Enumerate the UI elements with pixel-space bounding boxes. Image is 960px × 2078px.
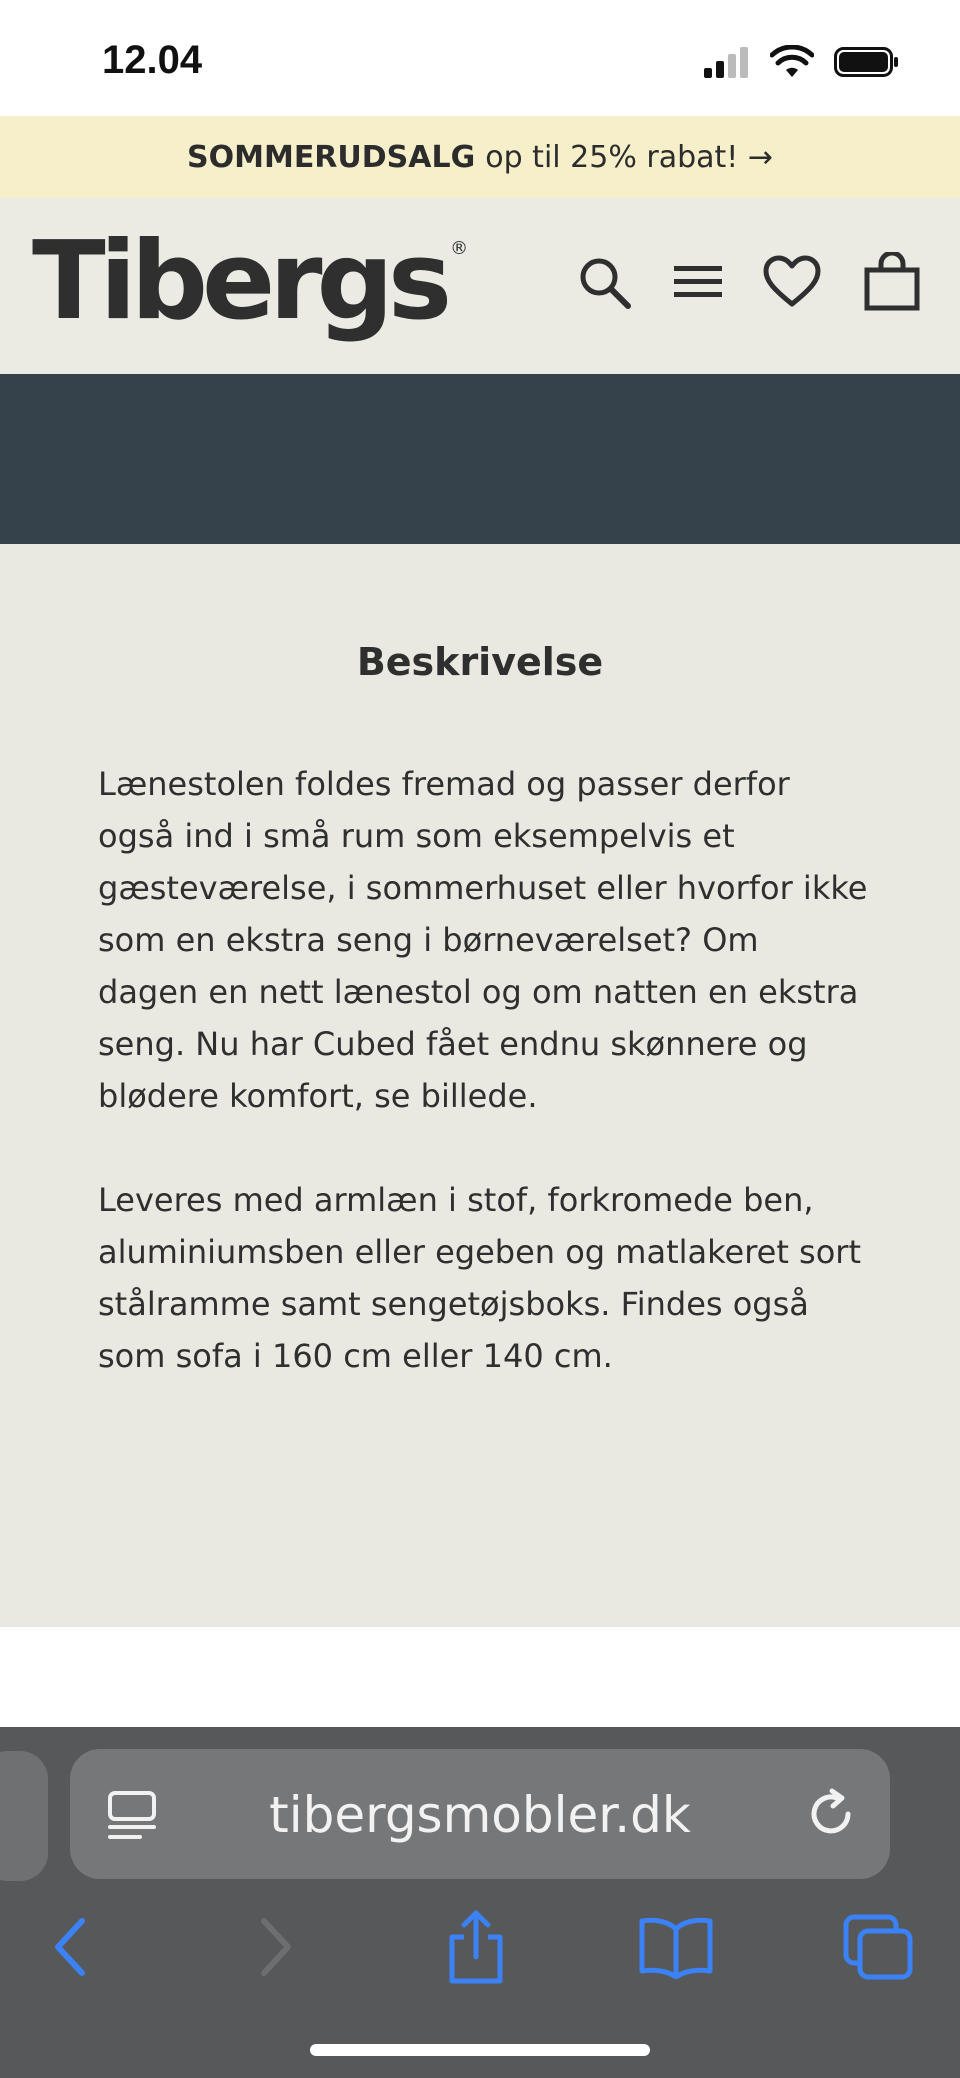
bookmarks-icon [638,1915,714,1979]
back-icon [50,1917,90,1977]
wifi-icon [770,45,814,79]
page-spacer [0,1627,960,1727]
logo-registered-mark: ® [450,238,469,259]
menu-button[interactable] [666,250,730,314]
hero-band [0,374,960,544]
heart-icon [762,254,822,310]
search-icon [574,252,634,312]
cellular-signal-icon [702,46,750,78]
tabs-button[interactable] [838,1907,918,1987]
status-time: 12.04 [102,38,203,82]
bookmarks-button[interactable] [636,1907,716,1987]
reload-icon[interactable] [804,1787,858,1841]
back-button[interactable] [30,1907,110,1987]
cart-button[interactable] [860,250,924,314]
description-section [0,544,960,1627]
logo-text: Tibergs [32,219,447,344]
description-paragraph-1: Lænestolen foldes fremad og passer derfor også ind i små rum som eksempelvis et gæsteværelse, i sommerhuset eller hvorfor ikke som en ekstra seng i børneværelset? Om dagen en nett lænestol og om natten en ekstra seng. Nu har Cubed fået endnu skønnere og blødere komfort, se billede. [98,765,868,1115]
wishlist-button[interactable] [760,250,824,314]
status-bar [0,0,960,116]
share-button[interactable] [436,1907,516,1987]
browser-toolbar [0,1727,960,2078]
promo-banner[interactable] [0,116,960,198]
site-header [0,198,960,374]
share-icon [444,1909,508,1985]
logo[interactable] [32,219,469,344]
description-paragraph-2: Leveres med armlæn i stof, forkromede ben, aluminiumsben eller egeben og matlakeret sort stålramme samt sengetøjsboks. Findes også som sofa i 160 cm eller 140 cm. [98,1181,861,1375]
promo-text: op til 25% rabat! → [485,139,773,175]
shopping-bag-icon [863,252,921,312]
tabs-icon [842,1913,914,1981]
previous-tab-peek[interactable] [0,1751,48,1881]
section-title: Beskrivelse [356,640,604,684]
search-button[interactable] [572,250,636,314]
status-icons [702,44,900,80]
url-text: tibergsmobler.dk [269,1786,691,1844]
battery-icon [834,46,900,78]
menu-icon [672,260,724,304]
forward-button[interactable] [236,1907,316,1987]
promo-bold: SOMMERUDSALG [187,139,476,175]
forward-icon [256,1917,296,1977]
home-indicator [310,2044,650,2056]
address-bar[interactable] [70,1749,890,1879]
